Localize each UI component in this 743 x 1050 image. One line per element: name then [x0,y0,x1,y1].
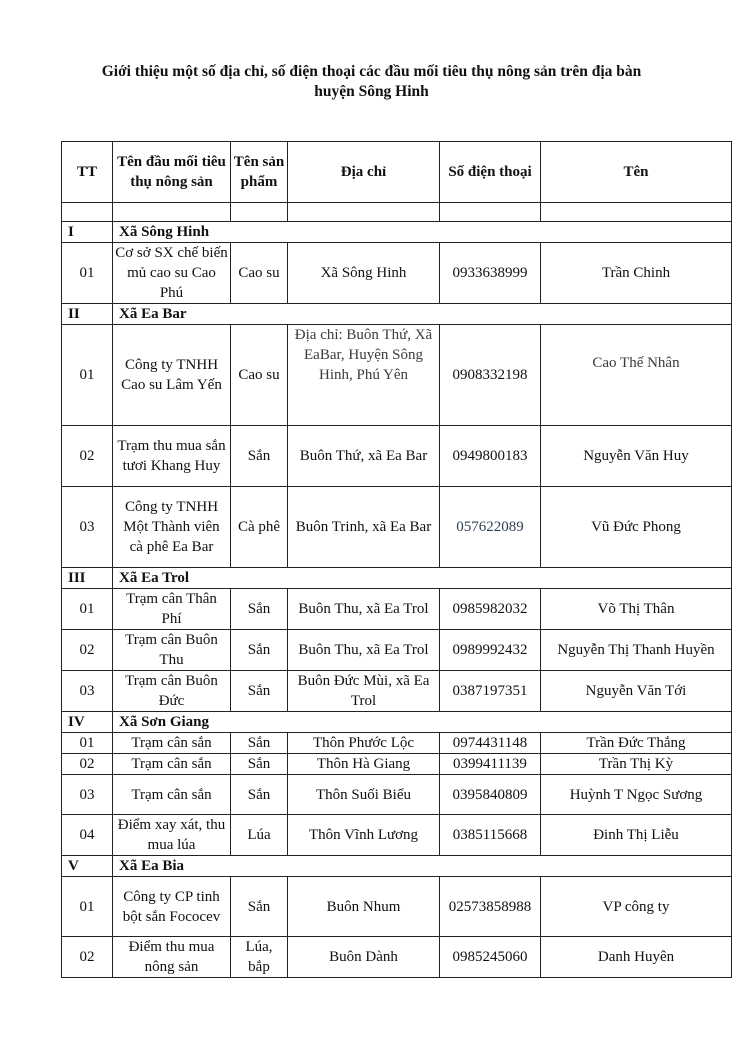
cell-dien-thoai: 0985245060 [440,937,541,978]
cell-dau-moi: Điểm xay xát, thu mua lúa [113,815,231,856]
section-number: III [62,568,113,589]
cell-san-pham: Lúa [231,815,288,856]
cell-dien-thoai: 0985982032 [440,589,541,630]
cell-dia-chi: Địa chỉ: Buôn Thứ, Xã EaBar, Huyện Sông Hinh, Phú Yên [288,325,440,426]
cell-ten: Huỳnh T Ngọc Sương [541,775,732,815]
cell-dia-chi: Buôn Thu, xã Ea Trol [288,589,440,630]
cell-dia-chi: Buôn Trinh, xã Ea Bar [288,487,440,568]
section-row [62,568,732,589]
table-row [62,815,732,856]
section-number: V [62,856,113,877]
cell-ten: VP công ty [541,877,732,937]
title-line-2: huyện Sông Hinh [314,83,429,100]
section-name: Xã Ea Trol [113,568,732,589]
cell-dau-moi: Trạm thu mua sắn tươi Khang Huy [113,426,231,487]
cell-tt: 02 [62,426,113,487]
section-name: Xã Sơn Giang [113,712,732,733]
blank-cell [231,203,288,222]
table-row [62,325,732,426]
cell-dau-moi: Trạm cân sắn [113,754,231,775]
section-name: Xã Ea Bia [113,856,732,877]
cell-tt: 01 [62,325,113,426]
header-dien-thoai: Số điện thoại [440,142,541,203]
cell-tt: 04 [62,815,113,856]
cell-dien-thoai: 0395840809 [440,775,541,815]
table-row [62,630,732,671]
cell-tt: 01 [62,243,113,304]
cell-tt: 03 [62,487,113,568]
cell-dien-thoai: 0908332198 [440,325,541,426]
cell-dia-chi: Buôn Thu, xã Ea Trol [288,630,440,671]
cell-ten: Nguyễn Thị Thanh Huyền [541,630,732,671]
blank-cell [288,203,440,222]
header-san-pham: Tên sản phẩm [231,142,288,203]
cell-ten: Đinh Thị Liễu [541,815,732,856]
cell-dia-chi: Thôn Hà Giang [288,754,440,775]
cell-dien-thoai: 0974431148 [440,733,541,754]
cell-dia-chi: Xã Sông Hinh [288,243,440,304]
cell-san-pham: Sắn [231,733,288,754]
cell-dia-chi: Thôn Vĩnh Lương [288,815,440,856]
table-row [62,877,732,937]
cell-ten: Nguyễn Văn Huy [541,426,732,487]
cell-dia-chi: Buôn Dành [288,937,440,978]
section-row [62,712,732,733]
cell-dau-moi: Trạm cân Thân Phí [113,589,231,630]
table-row [62,937,732,978]
header-ten: Tên [541,142,732,203]
cell-ten: Cao Thế Nhân [541,325,732,426]
table-row [62,754,732,775]
blank-cell [541,203,732,222]
blank-cell [113,203,231,222]
cell-dia-chi: Buôn Nhum [288,877,440,937]
title-line-1: Giới thiệu một số địa chỉ, số điện thoại các đầu mối tiêu thụ nông sản trên địa bàn [101,63,642,80]
cell-san-pham: Cao su [231,325,288,426]
table-row [62,671,732,712]
blank-cell [440,203,541,222]
section-row [62,304,732,325]
header-row [62,142,732,203]
cell-dien-thoai: 0385115668 [440,815,541,856]
cell-san-pham: Sắn [231,877,288,937]
cell-ten: Trần Đức Thắng [541,733,732,754]
cell-dien-thoai: 057622089 [440,487,541,568]
table-row [62,589,732,630]
table-row [62,733,732,754]
section-name: Xã Sông Hinh [113,222,732,243]
section-number: II [62,304,113,325]
cell-san-pham: Sắn [231,775,288,815]
cell-dien-thoai: 0387197351 [440,671,541,712]
cell-dien-thoai: 0989992432 [440,630,541,671]
cell-san-pham: Sắn [231,671,288,712]
cell-dau-moi: Điểm thu mua nông sản [113,937,231,978]
cell-tt: 01 [62,589,113,630]
cell-san-pham: Sắn [231,630,288,671]
cell-dau-moi: Trạm cân sắn [113,733,231,754]
cell-san-pham: Sắn [231,754,288,775]
cell-ten: Trần Thị Kỳ [541,754,732,775]
cell-tt: 01 [62,733,113,754]
cell-tt: 03 [62,775,113,815]
document-title [40,62,703,102]
cell-ten: Danh Huyên [541,937,732,978]
cell-dia-chi: Thôn Suối Biểu [288,775,440,815]
cell-dau-moi: Cơ sở SX chế biến mủ cao su Cao Phú [113,243,231,304]
section-row [62,222,732,243]
cell-san-pham: Cao su [231,243,288,304]
cell-san-pham: Lúa, bắp [231,937,288,978]
cell-tt: 02 [62,630,113,671]
cell-ten: Nguyễn Văn Tới [541,671,732,712]
table-row [62,426,732,487]
section-name: Xã Ea Bar [113,304,732,325]
cell-tt: 03 [62,671,113,712]
cell-dien-thoai: 0949800183 [440,426,541,487]
table-row [62,243,732,304]
cell-tt: 02 [62,937,113,978]
cell-dien-thoai: 0933638999 [440,243,541,304]
cell-dau-moi: Trạm cân Buôn Thu [113,630,231,671]
header-dia-chi: Địa chỉ [288,142,440,203]
cell-ten: Võ Thị Thân [541,589,732,630]
section-number: I [62,222,113,243]
cell-dau-moi: Trạm cân sắn [113,775,231,815]
cell-san-pham: Sắn [231,426,288,487]
cell-tt: 01 [62,877,113,937]
cell-ten: Vũ Đức Phong [541,487,732,568]
cell-dien-thoai: 02573858988 [440,877,541,937]
contacts-table [61,141,732,978]
blank-row [62,203,732,222]
cell-san-pham: Sắn [231,589,288,630]
header-dau-moi: Tên đầu mối tiêu thụ nông sản [113,142,231,203]
blank-cell [62,203,113,222]
table-row [62,487,732,568]
cell-dien-thoai: 0399411139 [440,754,541,775]
cell-dia-chi: Thôn Phước Lộc [288,733,440,754]
cell-ten: Trần Chinh [541,243,732,304]
cell-dau-moi: Công ty CP tinh bột sắn Fococev [113,877,231,937]
cell-tt: 02 [62,754,113,775]
cell-dia-chi: Buôn Đức Mùi, xã Ea Trol [288,671,440,712]
cell-san-pham: Cà phê [231,487,288,568]
cell-dia-chi: Buôn Thứ, xã Ea Bar [288,426,440,487]
cell-dau-moi: Công ty TNHH Cao su Lâm Yến [113,325,231,426]
section-row [62,856,732,877]
header-tt: TT [62,142,113,203]
cell-dau-moi: Công ty TNHH Một Thành viên cà phê Ea Bar [113,487,231,568]
table-row [62,775,732,815]
section-number: IV [62,712,113,733]
cell-dau-moi: Trạm cân Buôn Đức [113,671,231,712]
